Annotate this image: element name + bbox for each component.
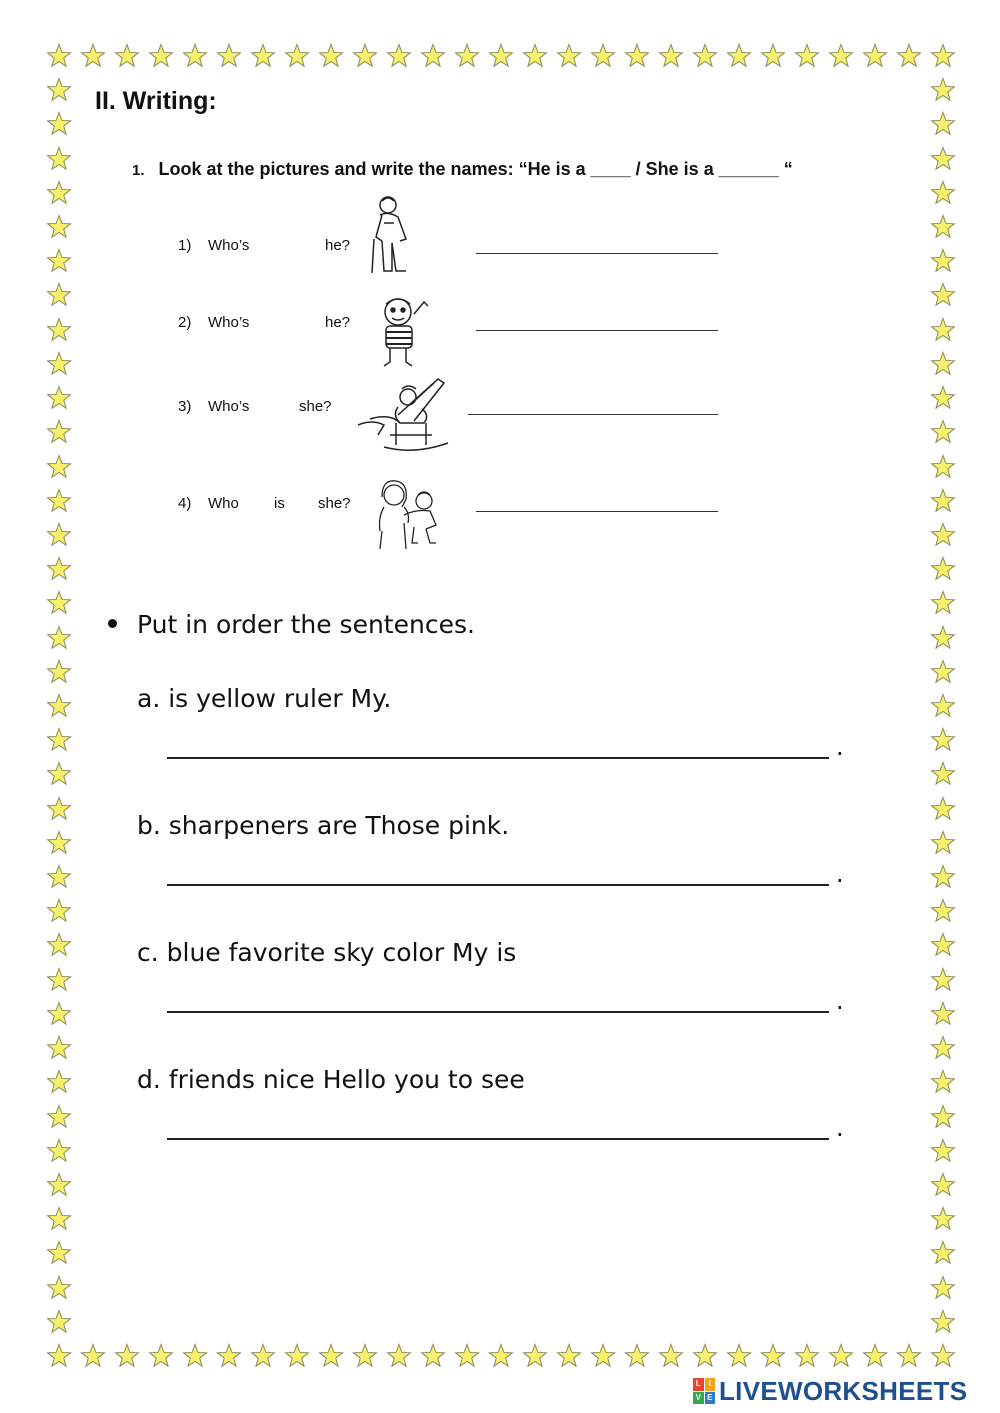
star-icon: [930, 1343, 956, 1369]
star-icon: [930, 1069, 956, 1095]
bullet-icon: [108, 619, 117, 628]
answer-line[interactable]: [468, 414, 718, 415]
star-icon: [46, 1343, 72, 1369]
star-icon: [182, 43, 208, 69]
star-icon: [930, 77, 956, 103]
star-icon: [930, 282, 956, 308]
star-icon: [930, 898, 956, 924]
star-icon: [930, 590, 956, 616]
star-icon: [386, 43, 412, 69]
star-icon: [284, 1343, 310, 1369]
star-icon: [46, 180, 72, 206]
instruction-text: Look at the pictures and write the names: “He is a ____ / She is a ______ “: [158, 159, 793, 179]
star-icon: [46, 830, 72, 856]
star-icon: [658, 43, 684, 69]
star-icon: [760, 1343, 786, 1369]
star-icon: [896, 43, 922, 69]
star-icon: [658, 1343, 684, 1369]
star-icon: [318, 43, 344, 69]
star-icon: [930, 43, 956, 69]
star-icon: [556, 1343, 582, 1369]
star-icon: [828, 1343, 854, 1369]
star-icon: [46, 625, 72, 651]
star-icon: [930, 351, 956, 377]
star-icon: [46, 1240, 72, 1266]
star-icon: [692, 1343, 718, 1369]
ordering-answer-line-d[interactable]: [167, 1138, 829, 1140]
question-word-1: Who: [208, 495, 239, 512]
star-icon: [930, 1138, 956, 1164]
star-icon: [46, 693, 72, 719]
star-icon: [46, 1069, 72, 1095]
star-icon: [930, 796, 956, 822]
star-icon: [930, 214, 956, 240]
star-icon: [930, 1309, 956, 1335]
star-icon: [624, 43, 650, 69]
star-icon: [930, 180, 956, 206]
star-icon: [46, 146, 72, 172]
star-icon: [896, 1343, 922, 1369]
answer-line[interactable]: [476, 511, 718, 512]
ordering-item-b: b. sharpeners are Those pink.: [137, 811, 510, 840]
star-icon: [148, 1343, 174, 1369]
star-icon: [488, 43, 514, 69]
ordering-end-mark: .: [836, 733, 844, 761]
star-icon: [454, 43, 480, 69]
ordering-item-a: a. is yellow ruler My.: [137, 684, 392, 713]
logo-box-icon: [693, 1378, 715, 1404]
star-icon: [760, 43, 786, 69]
star-icon: [46, 898, 72, 924]
star-icon: [420, 1343, 446, 1369]
star-icon: [726, 1343, 752, 1369]
instruction: [132, 159, 793, 180]
question-word-2: is: [274, 495, 285, 512]
question-row-2: [178, 292, 738, 382]
star-icon: [726, 43, 752, 69]
star-icon: [930, 385, 956, 411]
star-icon: [46, 1138, 72, 1164]
ordering-item-c: c. blue favorite sky color My is: [137, 938, 517, 967]
star-icon: [930, 111, 956, 137]
star-icon: [930, 248, 956, 274]
star-icon: [46, 77, 72, 103]
star-icon: [46, 1035, 72, 1061]
logo-text: LIVEWORKSHEETS: [719, 1375, 968, 1406]
old-man-with-cane-icon: [368, 193, 424, 277]
star-icon: [46, 932, 72, 958]
star-icon: [46, 761, 72, 787]
ordering-item-d: d. friends nice Hello you to see: [137, 1065, 525, 1094]
star-icon: [46, 282, 72, 308]
star-icon: [46, 864, 72, 890]
star-icon: [930, 1206, 956, 1232]
star-icon: [930, 454, 956, 480]
answer-line[interactable]: [476, 253, 718, 254]
star-icon: [930, 1172, 956, 1198]
question-word-1: Who’s: [208, 314, 250, 331]
star-icon: [930, 1104, 956, 1130]
logo-box-letter: V: [693, 1392, 704, 1405]
star-icon: [216, 1343, 242, 1369]
star-icon: [46, 967, 72, 993]
instruction-number: 1.: [132, 162, 145, 179]
star-icon: [930, 317, 956, 343]
star-icon: [80, 43, 106, 69]
star-icon: [930, 1001, 956, 1027]
star-icon: [522, 43, 548, 69]
star-icon: [930, 693, 956, 719]
star-icon: [930, 146, 956, 172]
star-icon: [930, 761, 956, 787]
star-icon: [46, 796, 72, 822]
star-icon: [46, 454, 72, 480]
star-icon: [692, 43, 718, 69]
star-icon: [930, 864, 956, 890]
star-icon: [454, 1343, 480, 1369]
star-icon: [46, 1172, 72, 1198]
logo-box-letter: L: [693, 1378, 704, 1391]
question-number: 4): [178, 495, 192, 512]
logo-box-letter: E: [705, 1392, 716, 1405]
star-icon: [46, 1309, 72, 1335]
star-icon: [46, 248, 72, 274]
star-icon: [46, 1275, 72, 1301]
question-row-3: [178, 375, 738, 465]
star-icon: [386, 1343, 412, 1369]
star-icon: [930, 625, 956, 651]
star-icon: [46, 590, 72, 616]
question-row-1: [178, 193, 738, 283]
star-icon: [46, 111, 72, 137]
star-icon: [862, 1343, 888, 1369]
star-icon: [590, 1343, 616, 1369]
question-number: 3): [178, 398, 192, 415]
ordering-answer-line-b[interactable]: [167, 884, 829, 886]
ordering-answer-line-a[interactable]: [167, 757, 829, 759]
star-icon: [930, 1275, 956, 1301]
ordering-heading: [108, 610, 475, 639]
question-word-3: he?: [325, 237, 351, 254]
star-icon: [46, 385, 72, 411]
ordering-heading-text: Put in order the sentences.: [137, 610, 475, 639]
star-icon: [46, 556, 72, 582]
star-icon: [114, 43, 140, 69]
star-icon: [46, 1206, 72, 1232]
star-icon: [46, 1104, 72, 1130]
grandma-rocking-chair-icon: [350, 375, 454, 453]
star-icon: [46, 659, 72, 685]
star-icon: [182, 1343, 208, 1369]
question-number: 1): [178, 237, 192, 254]
star-icon: [46, 1001, 72, 1027]
star-icon: [828, 43, 854, 69]
question-word-1: Who’s: [208, 237, 250, 254]
star-icon: [318, 1343, 344, 1369]
star-icon: [930, 1035, 956, 1061]
star-icon: [46, 522, 72, 548]
star-icon: [930, 830, 956, 856]
star-icon: [488, 1343, 514, 1369]
star-icon: [148, 43, 174, 69]
star-icon: [930, 932, 956, 958]
liveworksheets-logo[interactable]: [693, 1376, 967, 1406]
answer-line[interactable]: [476, 330, 718, 331]
ordering-end-mark: .: [836, 1114, 844, 1142]
boy-waving-icon: [374, 296, 434, 368]
star-icon: [930, 1240, 956, 1266]
star-icon: [930, 488, 956, 514]
question-word-3: she?: [318, 495, 351, 512]
star-icon: [930, 727, 956, 753]
star-icon: [930, 419, 956, 445]
star-icon: [250, 43, 276, 69]
star-icon: [46, 351, 72, 377]
star-icon: [794, 1343, 820, 1369]
star-icon: [46, 727, 72, 753]
star-icon: [114, 1343, 140, 1369]
question-word-3: she?: [299, 398, 332, 415]
star-icon: [930, 522, 956, 548]
question-word-1: Who’s: [208, 398, 250, 415]
star-icon: [862, 43, 888, 69]
star-icon: [794, 43, 820, 69]
star-icon: [556, 43, 582, 69]
star-icon: [352, 1343, 378, 1369]
star-icon: [352, 43, 378, 69]
question-number: 2): [178, 314, 192, 331]
section-title: II. Writing:: [95, 87, 217, 115]
star-icon: [930, 659, 956, 685]
star-icon: [216, 43, 242, 69]
star-icon: [284, 43, 310, 69]
star-icon: [250, 1343, 276, 1369]
question-word-3: he?: [325, 314, 351, 331]
question-row-4: [178, 477, 738, 567]
logo-box-letter: I: [705, 1378, 716, 1391]
star-icon: [46, 214, 72, 240]
star-icon: [930, 967, 956, 993]
ordering-end-mark: .: [836, 987, 844, 1015]
star-icon: [46, 317, 72, 343]
star-icon: [930, 556, 956, 582]
star-icon: [46, 419, 72, 445]
star-icon: [624, 1343, 650, 1369]
star-icon: [46, 488, 72, 514]
ordering-answer-line-c[interactable]: [167, 1011, 829, 1013]
star-icon: [46, 43, 72, 69]
star-icon: [420, 43, 446, 69]
star-icon: [80, 1343, 106, 1369]
star-icon: [522, 1343, 548, 1369]
star-icon: [590, 43, 616, 69]
mother-and-child-icon: [374, 477, 444, 553]
ordering-end-mark: .: [836, 860, 844, 888]
